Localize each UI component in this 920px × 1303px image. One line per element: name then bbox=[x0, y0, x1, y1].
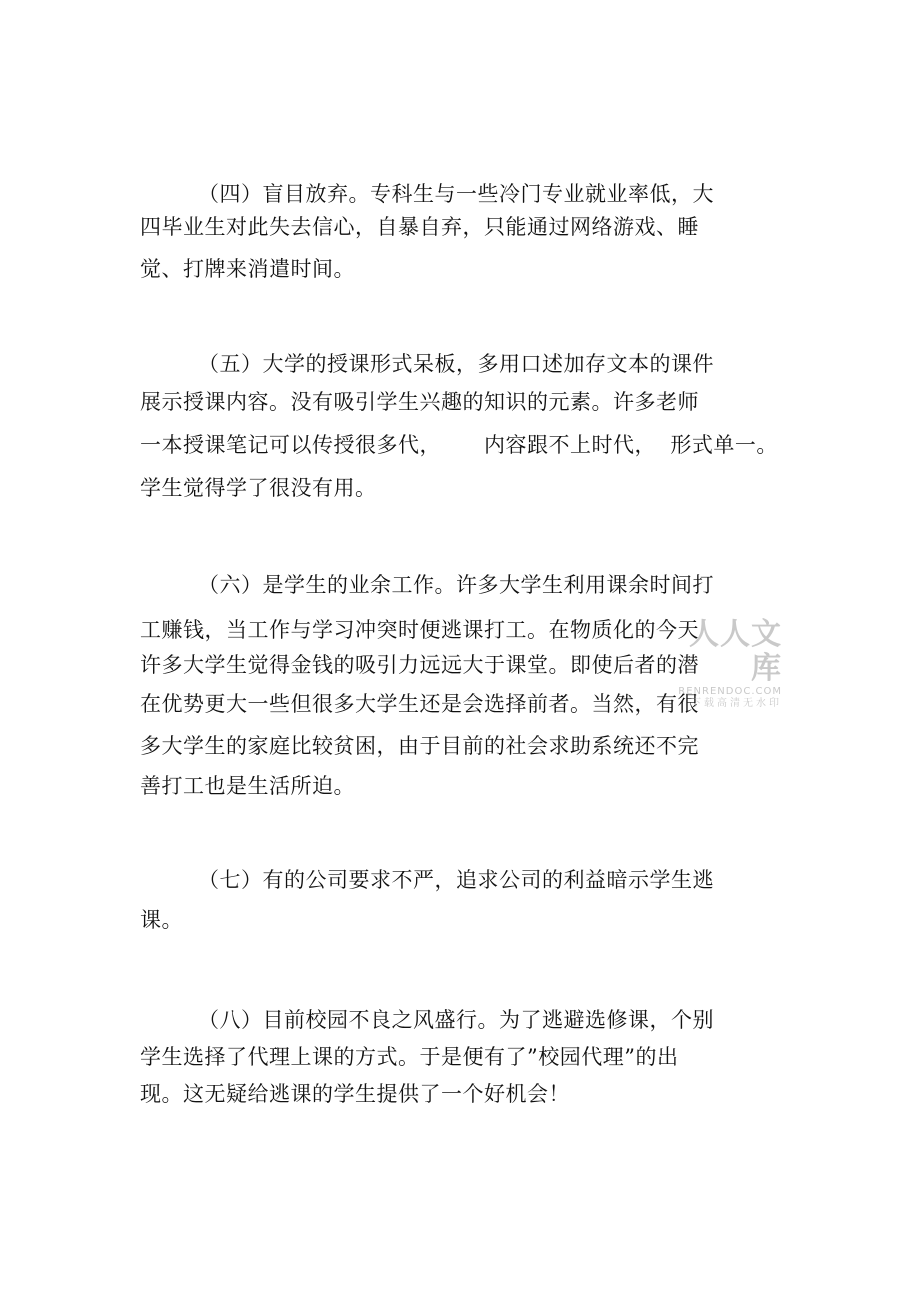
text-line: 在优势更大一些但很多大学生还是会选择前者。当然，有很 bbox=[140, 692, 699, 716]
text-line: （四）盲目放弃。专科生与一些冷门专业就业率低，大 bbox=[198, 182, 714, 206]
text-line: 现。这无疑给逃课的学生提供了一个好机会！ bbox=[140, 1082, 570, 1106]
text-line: （八）目前校园不良之风盛行。为了逃避选修课，个别 bbox=[198, 1008, 714, 1032]
text-line: 许多大学生觉得金钱的吸引力远远大于课堂。即使后者的潜 bbox=[140, 653, 699, 677]
watermark-brand: 人人文库 bbox=[689, 617, 782, 686]
text-line: 善打工也是生活所迫。 bbox=[140, 774, 355, 798]
text-line: 学生选择了代理上课的方式。于是便有了”校园代理”的出 bbox=[140, 1045, 679, 1069]
text-line: （七）有的公司要求不严，追求公司的利益暗示学生逃 bbox=[198, 868, 714, 892]
text-line: 多大学生的家庭比较贫困，由于目前的社会求助系统还不完 bbox=[140, 734, 699, 758]
text-line: 一本授课笔记可以传授很多代， 内容跟不上时代， 形式单一。 bbox=[140, 433, 778, 457]
text-line: 四毕业生对此失去信心，自暴自弃，只能通过网络游戏、睡 bbox=[140, 215, 699, 239]
watermark-logo bbox=[672, 618, 782, 710]
text-line: 学生觉得学了很没有用。 bbox=[140, 476, 377, 500]
watermark-domain: RENRENDOC.COM bbox=[678, 686, 782, 697]
text-line: （六）是学生的业余工作。许多大学生利用课余时间打 bbox=[198, 573, 714, 597]
watermark-tagline: 下载高清无水印 bbox=[691, 698, 782, 709]
text-line: 课。 bbox=[140, 908, 183, 932]
text-line: 觉、打牌来消遣时间。 bbox=[140, 257, 355, 281]
text-line: 工赚钱，当工作与学习冲突时便逃课打工。在物质化的今天 bbox=[140, 618, 699, 642]
text-line: （五）大学的授课形式呆板，多用口述加存文本的课件 bbox=[198, 352, 714, 376]
text-line: 展示授课内容。没有吸引学生兴趣的知识的元素。许多老师 bbox=[140, 390, 699, 414]
